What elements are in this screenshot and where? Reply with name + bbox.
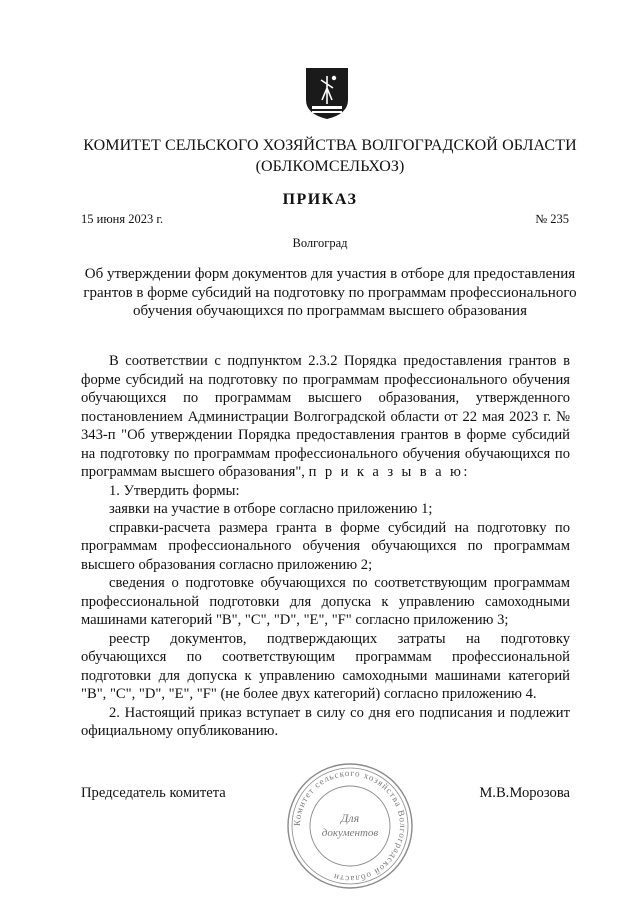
committee-name-line1: КОМИТЕТ СЕЛЬСКОГО ХОЗЯЙСТВА ВОЛГОГРАДСКОЙ ОБЛАСТИ [83,137,577,154]
preamble-text: В соответствии с подпунктом 2.3.2 Порядка предоставления грантов в форме субсидий на подготовку по программам профессионального обучения обучающихся по программам высшего образования, утвержденного постановлением Администрации Волгоградской области от 22 мая 2023 г. № 343-п "Об утверждении Порядка предоставления грантов в форме субсидий на подготовку по программам профессионального обучения обучающихся по программам высшего образования", [81,353,570,480]
document-subject: Об утверждении форм документов для участия в отборе для предоставления грантов в форме субсидий на подготовку по программам профессионального обучения обучающихся по программам высшего образования [83,266,577,319]
document-type-title: ПРИКАЗ [282,191,358,208]
order-word: п р и к а з ы в а ю: [308,464,470,480]
document-number: № 235 [535,212,569,226]
signer-title: Председатель комитета [81,785,226,801]
document-date: 15 июня 2023 г. [81,212,164,226]
committee-name-line2: (ОБЛКОМСЕЛЬХОЗ) [255,158,405,175]
form-item-1: заявки на участие в отборе согласно приложению 1; [109,501,433,517]
document-body [81,352,570,741]
stamp-center-line1: Для [340,811,360,825]
document-city: Волгоград [292,236,348,250]
stamp-ring-text: Комитет сельского хозяйства Волгоградской области [291,767,409,885]
item-1: 1. Утвердить формы: [109,482,240,499]
form-item-2: справки-расчета размера гранта в форме субсидий на подготовку по программам профессионального обучения обучающихся по программам высшего образования согласно приложению 2; [81,519,570,573]
svg-text:Комитет сельского хозяйства Во [292,768,408,884]
item-2: 2. Настоящий приказ вступает в силу со дня его подписания и подлежит официальному опубликованию. [81,704,570,739]
official-stamp [284,760,416,892]
form-item-4: реестр документов, подтверждающих затраты на подготовку обучающихся по соответствующим программам профессиональной подготовки для допуска к управлению самоходными машинами категорий "B", "C", "D", "E", "F" (не более двух категорий) согласно приложению 4. [81,630,570,702]
committee-name [60,135,600,177]
stamp-center-line2: документов [321,827,379,839]
signer-name: М.В.Морозова [479,785,570,801]
volgograd-coat-of-arms-icon [304,66,350,120]
form-item-3: сведения о подготовке обучающихся по соответствующим программам профессиональной подготовки для допуска к управлению самоходными машинами категорий "B", "C", "D", "E", "F" согласно приложению 3; [81,575,570,628]
preamble-paragraph [81,352,570,482]
